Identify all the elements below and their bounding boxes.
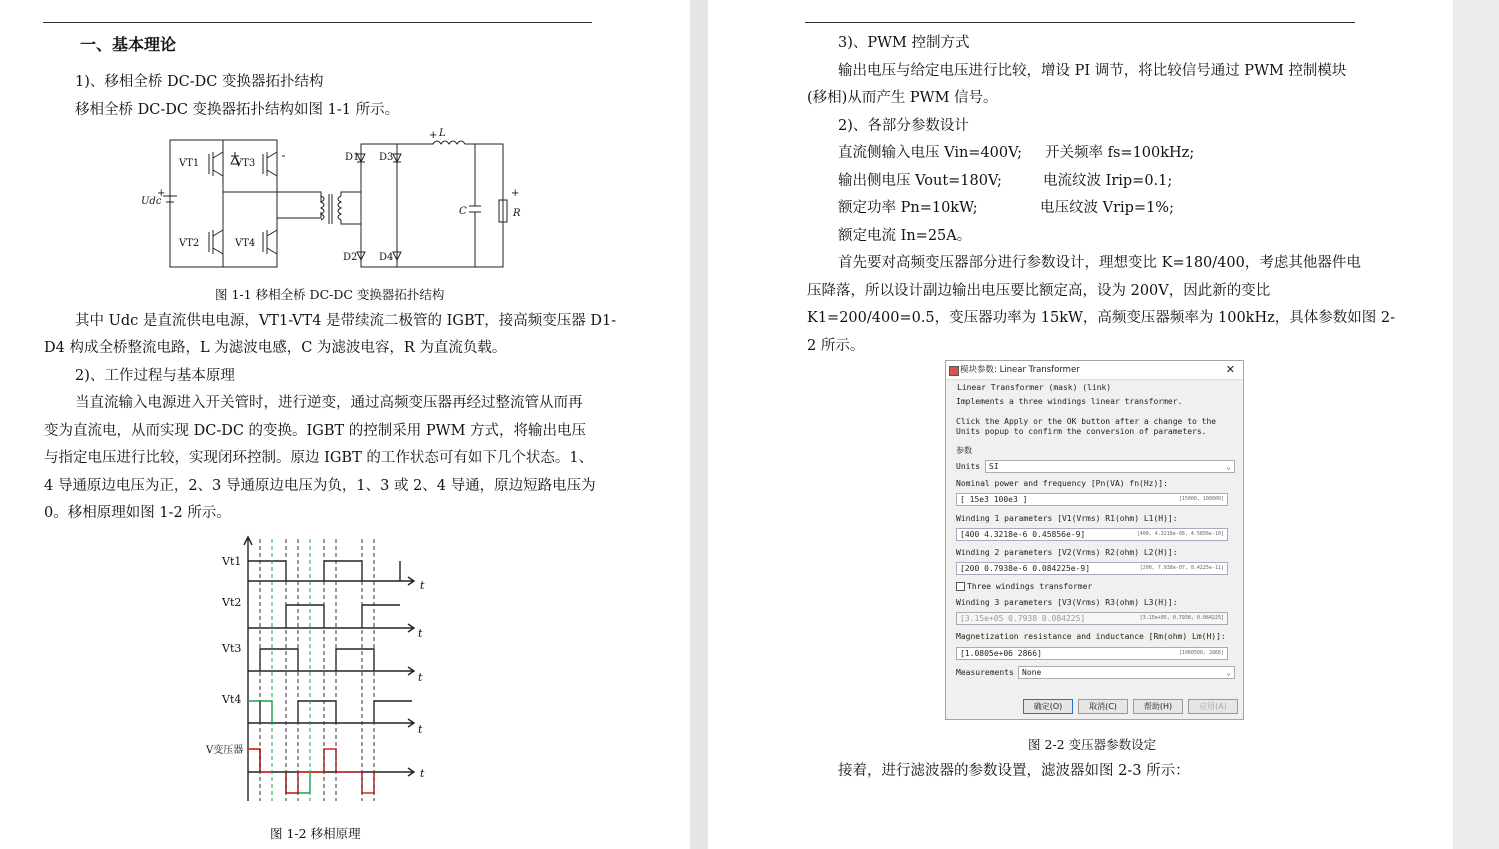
dialog-note2: Units popup to confirm the conversion of parameters. — [956, 427, 1207, 436]
label-d1: D1 — [345, 152, 360, 163]
section1-title: 1)、移相全桥 DC-DC 变换器拓扑结构 — [75, 74, 324, 90]
signal-vtransformer: V变压器 — [206, 745, 244, 756]
dialog-titlebar — [946, 361, 1243, 380]
label-c: C — [459, 206, 467, 217]
cancel-button[interactable]: 取消(C) — [1078, 699, 1128, 714]
param-vout: 输出侧电压 Vout=180V; — [838, 173, 1002, 189]
header-rule-right — [805, 22, 1355, 23]
para3-line1: 输出电压与给定电压进行比较，增设 PI 调节，将比较信号通过 PWM 控制模块 — [838, 63, 1347, 79]
header-rule — [43, 22, 592, 23]
scroll-area[interactable] — [1453, 0, 1499, 849]
label-vt1: VT1 — [179, 158, 200, 169]
help-button[interactable]: 帮助(H) — [1133, 699, 1183, 714]
para4-line2: 压降落，所以设计副边输出电压要比额定高，设为 200V，因此新的变比 — [807, 283, 1271, 299]
three-windings-checkbox[interactable]: Three windings transformer — [956, 582, 1092, 591]
signal-vt3: Vt3 — [222, 642, 242, 655]
signal-vt4: Vt4 — [222, 693, 242, 706]
para2-line2: 变为直流电，从而实现 DC-DC 的变换。IGBT 的控制采用 PWM 方式，将输出电压 — [44, 423, 587, 439]
close-icon[interactable]: ✕ — [1225, 363, 1235, 376]
para2-line3: 与指定电压进行比较，实现闭环控制。原边 IGBT 的工作状态可有如下几个状态。1、 — [44, 450, 594, 466]
params-title: 2)、各部分参数设计 — [838, 118, 969, 134]
dialog-note1: Click the Apply or the OK button after a change to the — [956, 417, 1217, 426]
para2-line1: 当直流输入电源进入开关管时，进行逆变，通过高频变压器再经过整流管从而再 — [75, 395, 583, 411]
transformer-dialog — [945, 360, 1244, 720]
section2-title: 2)、工作过程与基本原理 — [75, 368, 235, 384]
nominal-label: Nominal power and frequency [Pn(VA) fn(Hz)]: — [956, 479, 1168, 488]
para1-line2: D4 构成全桥整流电路，L 为滤波电感，C 为滤波电容，R 为直流负载。 — [44, 340, 507, 356]
label-r: R — [513, 208, 521, 219]
timing-diagram — [200, 535, 440, 807]
label-vt2: VT2 — [179, 238, 200, 249]
label-plus-udc: + — [157, 188, 166, 199]
section1-intro: 移相全桥 DC-DC 变换器拓扑结构如图 1-1 所示。 — [75, 102, 400, 118]
fig2-caption: 图 1-2 移相原理 — [270, 826, 361, 841]
block-icon — [949, 366, 959, 376]
ok-button[interactable]: 确定(O) — [1023, 699, 1073, 714]
axis-t2: t — [418, 627, 423, 640]
axis-t5: t — [420, 767, 425, 780]
signal-vt1: Vt1 — [222, 555, 242, 568]
param-fs: 开关频率 fs=100kHz; — [1045, 145, 1195, 161]
label-l: L — [439, 128, 446, 139]
label-plus-r: + — [511, 188, 520, 199]
winding1-label: Winding 1 parameters [V1(Vrms) R1(ohm) L1(H)]: — [956, 514, 1178, 523]
label-vt4: VT4 — [235, 238, 256, 249]
winding2-label: Winding 2 parameters [V2(Vrms) R2(ohm) L2(H)]: — [956, 548, 1178, 557]
para4-line1: 首先要对高频变压器部分进行参数设计，理想变比 K=180/400，考虑其他器件电 — [838, 255, 1361, 271]
label-udc: Udc — [141, 196, 162, 207]
nominal-input[interactable]: [ 15e3 100e3 ] [15000, 100000] — [956, 493, 1228, 506]
param-pn: 额定功率 Pn=10kW; — [838, 200, 978, 216]
label-d3: D3 — [379, 152, 394, 163]
axis-t3: t — [418, 671, 423, 684]
magnetization-label: Magnetization resistance and inductance [Rm(ohm) Lm(H)]: — [956, 632, 1226, 641]
param-in: 额定电流 In=25A。 — [838, 228, 972, 244]
measurements-label: Measurements — [956, 668, 1014, 677]
magnetization-input[interactable]: [1.0805e+06 2866] [1080500, 2866] — [956, 647, 1228, 660]
para2-line5: 0。移相原理如图 1-2 所示。 — [44, 505, 231, 521]
para4-line3: K1=200/400=0.5，变压器功率为 15kW，高频变压器频率为 100kHz，具体参数如图 2- — [807, 310, 1395, 326]
para1-line1: 其中 Udc 是直流供电电源，VT1-VT4 是带续流二极管的 IGBT，接高频变压器 D1- — [75, 313, 617, 329]
label-plus-l: + — [429, 130, 438, 141]
winding3-label: Winding 3 parameters [V3(Vrms) R3(ohm) L3(H)]: — [956, 598, 1178, 607]
dialog-block-name: Linear Transformer (mask) (link) — [957, 383, 1112, 392]
label-d4: D4 — [379, 252, 394, 263]
para5: 接着，进行滤波器的参数设置，滤波器如图 2-3 所示： — [838, 763, 1190, 779]
measurements-select[interactable]: None ⌄ — [1018, 666, 1235, 679]
winding1-input[interactable]: [400 4.3218e-6 0.45856e-9] [400, 4.3218e-06, 4.5856e-10] — [956, 528, 1228, 541]
label-vt3: VT3 — [235, 158, 256, 169]
dialog-params-label: 参数 — [956, 446, 972, 455]
signal-vt2: Vt2 — [222, 596, 242, 609]
units-select[interactable]: SI ⌄ — [985, 460, 1235, 473]
param-vrip: 电压纹波 Vrip=1%; — [1040, 200, 1174, 216]
apply-button[interactable]: 应用(A) — [1188, 699, 1238, 714]
circuit-diagram — [135, 126, 525, 274]
axis-t1: t — [420, 579, 425, 592]
para3-line2: (移相)从而产生 PWM 信号。 — [807, 90, 998, 106]
dialog-title: 模块参数: Linear Transformer — [960, 365, 1080, 375]
fig3-caption: 图 2-2 变压器参数设定 — [1028, 737, 1157, 752]
label-d2: D2 — [343, 252, 358, 263]
winding3-input: [3.15e+05 0.7938 0.084225] [3.15e+05, 0.7938, 0.084225] — [956, 612, 1228, 625]
winding2-input[interactable]: [200 0.7938e-6 0.084225e-9] [200, 7.938e-07, 8.4225e-11] — [956, 562, 1228, 575]
units-label: Units — [956, 462, 981, 471]
param-vin: 直流侧输入电压 Vin=400V; — [838, 145, 1023, 161]
param-irip: 电流纹波 Irip=0.1; — [1043, 173, 1173, 189]
para2-line4: 4 导通原边电压为正，2、3 导通原边电压为负，1、3 或 2、4 导通，原边短路电压为 — [44, 478, 596, 494]
para4-line4: 2 所示。 — [807, 338, 865, 354]
section3-title: 3)、PWM 控制方式 — [838, 35, 970, 51]
section-heading: 一、基本理论 — [80, 35, 177, 54]
dialog-desc: Implements a three windings linear transformer. — [956, 397, 1183, 406]
axis-t4: t — [418, 723, 423, 736]
fig1-caption: 图 1-1 移相全桥 DC-DC 变换器拓扑结构 — [215, 287, 445, 302]
